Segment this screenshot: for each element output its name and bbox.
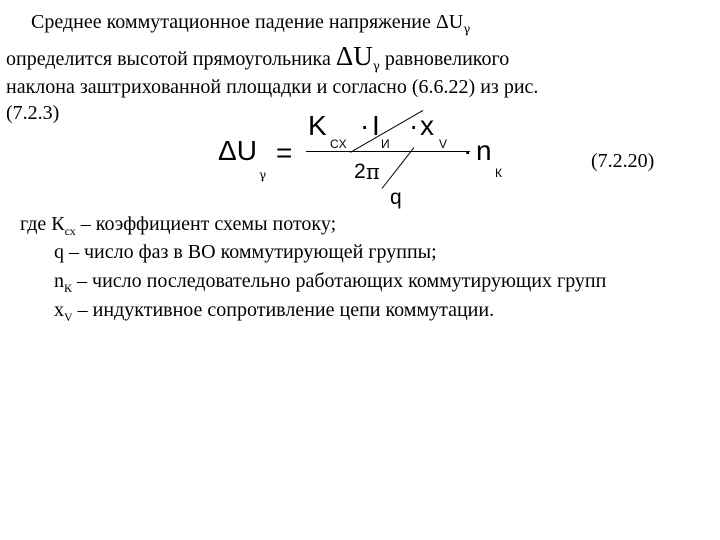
formula-lhs-delta-u: ΔU bbox=[218, 135, 257, 166]
definition-item bbox=[20, 212, 336, 243]
formula-num-k: K bbox=[308, 110, 327, 141]
formula-num-dot-1: · bbox=[360, 110, 370, 141]
formula-number: (7.2.20) bbox=[591, 150, 655, 172]
definition-text: – число фаз в ВО коммутирующей группы; bbox=[64, 241, 437, 263]
formula-num-dot-2: · bbox=[409, 110, 419, 141]
definition-text: – индуктивное сопротивление цепи коммутации. bbox=[72, 299, 495, 321]
formula-den-pi: π bbox=[366, 160, 380, 184]
paragraph-line-1-text: Среднее коммутационное падение напряжение bbox=[31, 11, 436, 33]
formula-rhs-dot: · bbox=[463, 135, 473, 166]
definition-text: – число последовательно работающих коммутирующих групп bbox=[72, 270, 607, 292]
formula-num-i-subscript: И bbox=[381, 137, 390, 151]
definition-symbol: x bbox=[54, 299, 64, 321]
definition-item bbox=[54, 298, 494, 329]
formula-lhs-gamma-subscript: γ bbox=[259, 168, 267, 182]
definition-subscript: сх bbox=[64, 224, 76, 238]
definition-subscript: К bbox=[64, 281, 73, 295]
gamma-subscript: γ bbox=[463, 22, 471, 36]
definition-item bbox=[54, 269, 606, 300]
formula-slash-stroke-lower bbox=[382, 147, 415, 189]
formula-rhs-n-subscript: К bbox=[495, 166, 502, 180]
formula-den-two: 2 bbox=[354, 160, 366, 183]
formula-num-x-subscript: V bbox=[439, 137, 448, 151]
delta-u-symbol: ΔU bbox=[435, 11, 464, 33]
definition-text: – коэффициент схемы потоку; bbox=[75, 213, 337, 235]
definition-symbol: где К bbox=[20, 213, 65, 235]
paragraph-line-4: (7.2.3) bbox=[6, 102, 60, 124]
paragraph-line-1 bbox=[31, 10, 470, 41]
formula-num-i: I bbox=[372, 110, 380, 141]
paragraph-line-2-text: определится высотой прямоугольника bbox=[6, 48, 336, 70]
gamma-subscript: γ bbox=[372, 59, 380, 73]
formula-fraction-bar bbox=[306, 151, 470, 152]
formula-rhs-n: n bbox=[476, 135, 492, 166]
definition-item bbox=[54, 240, 437, 271]
formula-equals-sign: = bbox=[276, 137, 293, 168]
paragraph-line-2 bbox=[6, 41, 510, 78]
definition-subscript: V bbox=[64, 310, 73, 324]
formula-num-x: x bbox=[420, 110, 434, 141]
formula-num-k-subscript: CX bbox=[330, 137, 347, 151]
definition-symbol: n bbox=[54, 270, 64, 292]
formula-den-q: q bbox=[390, 186, 402, 209]
delta-u-symbol-large: ΔU bbox=[335, 41, 373, 71]
paragraph-line-2-tail: равновеликого bbox=[379, 48, 510, 70]
definition-symbol: q bbox=[54, 241, 64, 263]
paragraph-line-3: наклона заштрихованной площадки и согласно (6.6.22) из рис. bbox=[6, 76, 539, 98]
